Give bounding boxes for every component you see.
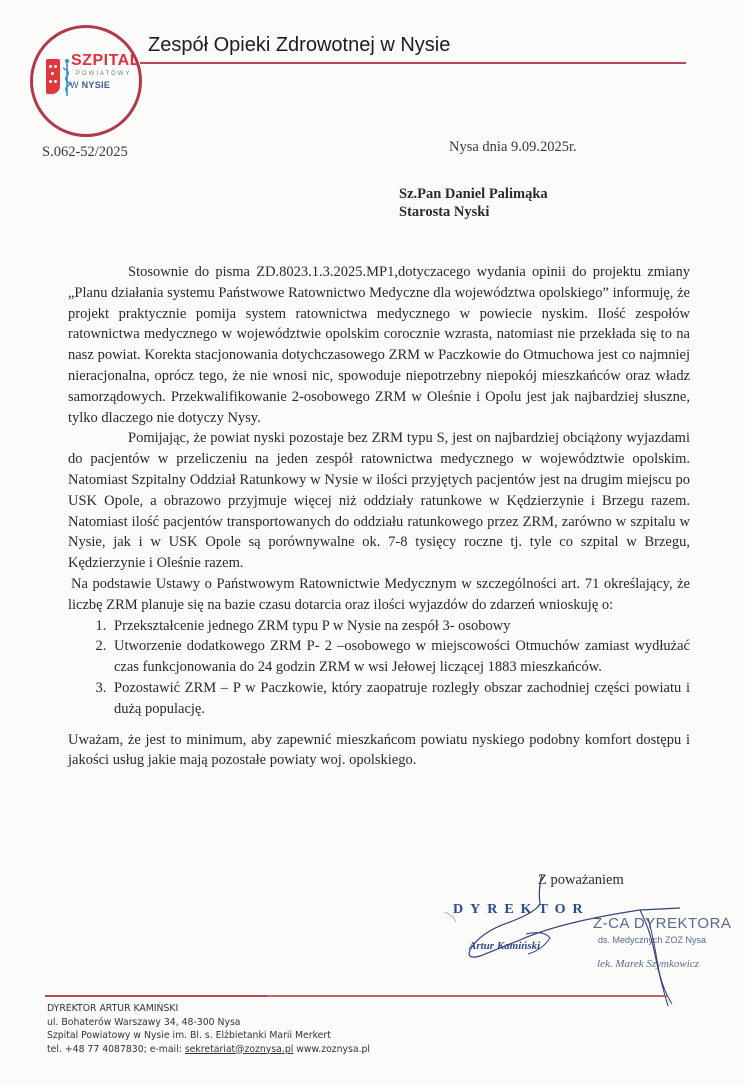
coat-of-arms-icon <box>46 59 60 94</box>
closing-paragraph: Uważam, że jest to minimum, aby zapewnić mieszkańcom powiatu nyskiego podobny komfort dostępu i jakości usług jakie mają pozostałe powiaty woj. opolskiego. <box>68 731 690 769</box>
recipient-block <box>399 185 548 221</box>
requests-list <box>68 616 690 720</box>
footer-director: DYREKTOR ARTUR KAMIŃSKI <box>47 1003 179 1014</box>
header-divider <box>140 62 686 64</box>
recipient-title: Starosta Nyski <box>399 204 490 220</box>
deputy-stamp-title: Z-CA DYREKTORA <box>593 915 732 932</box>
website-link[interactable]: www.zoznysa.pl <box>296 1043 371 1055</box>
deputy-stamp-department: ds. Medycznych ZOZ Nysa <box>598 935 707 945</box>
logo-text-powiatowy: POWIATOWY <box>76 71 132 77</box>
logo-text-location <box>70 80 110 90</box>
director-stamp-name: Artur Kamiński <box>469 940 541 952</box>
regards: Z poważaniem <box>538 872 624 888</box>
recipient-name: Sz.Pan Daniel Palimąka <box>399 186 548 202</box>
logo-text-szpital: SZPITAL <box>71 52 140 69</box>
footer-address: ul. Bohaterów Warszawy 34, 48-300 Nysa <box>47 1016 241 1028</box>
footer-contact <box>47 1043 370 1057</box>
paragraph: Pomijając, że powiat nyski pozostaje bez ZRM typu S, jest on najbardziej obciążony wyjazdami do pacjentów w przeliczeniu na jeden zespół ratownictwa medycznego w województwie opolskim. Natomiast Szpitalny Oddział Ratunkowy w Nysie w ilości przyjętych pacjentów jest na drugim miejscu po USK Opole, a obrazowo przyjmuje więcej niż oddziały ratunkowe w Kędzierzynie i Brzegu razem. Natomiast ilość pacjentów transportowanych do oddziału ratunkowego przez ZRM, zarówno w szpitalu w Nysie, jak i w USK Opole są porównywalne ok. 7-8 tysięcy roczne tj. tyle co szpital w Brzegu, Kędzierzynie i Oleśnie razem. <box>68 430 690 572</box>
deputy-stamp-name: lek. Marek Szymkowicz <box>597 958 699 970</box>
reference-number: S.062-52/2025 <box>42 144 128 160</box>
list-item: 1. Przekształcenie jednego ZRM typu P w Nysie na zespół 3- osobowy <box>110 616 690 637</box>
footer-phone: tel. +48 77 4087830; e-mail: <box>47 1043 182 1055</box>
organization-title: Zespół Opieki Zdrowotnej w Nysie <box>148 34 451 56</box>
footer-hospital: Szpital Powiatowy w Nysie im. Bl. s. Elżbietanki Marii Merkert <box>47 1030 331 1041</box>
logo-location: NYSIE <box>81 80 111 90</box>
letter-body <box>68 262 690 771</box>
paragraph: Na podstawie Ustawy o Państwowym Ratownictwie Medycznym w szczególności art. 71 określający, że liczbę ZRM planuje się na bazie czasu dotarcia oraz ilości wyjazdów do zdarzeń wnioskuję o: <box>68 575 690 613</box>
paragraph: Stosownie do pisma ZD.8023.1.3.2025.MP1,dotyczacego wydania opinii do projektu zmiany „Planu działania systemu Państwowe Ratownictwo Medyczne dla województwa opolskiego” informuję, że projekt praktycznie pomija system ratownictwa medycznego w powiecie nyskim. Ilość zespołów ratownictwa medycznego w województwie opolskim corocznie wzrasta, natomiast nie przekłada się to na nasz powiat. Korekta stacjonowania dotychczasowego ZRM w Paczkowie do Otmuchowa jest co najmniej nieracjonalna, oprócz tego, że nie wnosi nic, spowoduje niepotrzebny niepokój mieszkańców oraz władz samorządowych. Przekwalifikowanie 2-osobowego ZRM w Oleśnie i Opolu jest jak najbardziej słuszne, tylko dlaczego nie dotyczy Nysy. <box>68 264 690 426</box>
email-link[interactable]: sekretariat@zoznysa.pl <box>184 1043 294 1055</box>
footer <box>47 1002 370 1056</box>
director-stamp-title: DYREKTOR <box>453 902 590 917</box>
logo-location-prefix: W <box>70 80 79 90</box>
list-item: 3. Pozostawić ZRM – P w Paczkowie, który zaopatruje rozległy obszar zachodniej części powiatu i dużą populację. <box>110 678 690 720</box>
footer-divider-extension <box>267 995 667 997</box>
list-item: 2. Utworzenie dodatkowego ZRM P- 2 –osobowego w miejscowości Otmuchów zamiast wydłużać czas funkcjonowania do 24 godzin ZRM w wsi Jełowej liczącej 1883 mieszkańców. <box>110 636 690 678</box>
handwritten-signature <box>440 870 700 1010</box>
place-date: Nysa dnia 9.09.2025r. <box>449 139 577 155</box>
footer-divider <box>45 995 267 997</box>
